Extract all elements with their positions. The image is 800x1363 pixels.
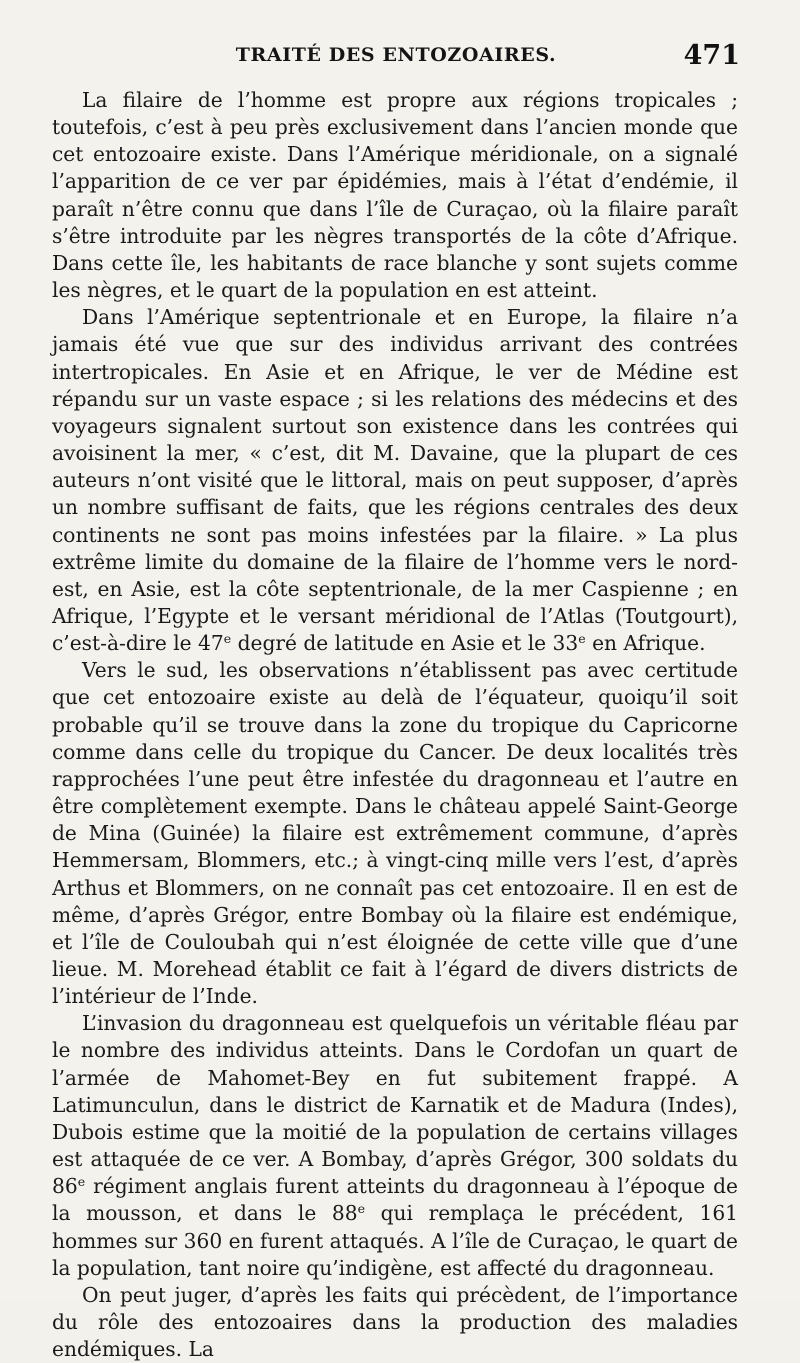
page-number: 471 — [683, 40, 740, 71]
paragraph-1 — [52, 87, 738, 304]
superscript: e — [77, 1174, 86, 1190]
page-header — [52, 38, 740, 78]
superscript: e — [357, 1201, 365, 1217]
paragraph-5-text: On peut juger, d’après les faits qui précèdent, de l’importance du rôle des entozoaires dans la production des maladies endémiques. La — [52, 1282, 738, 1362]
running-title: TRAITÉ DES ENTOZOAIRES. — [235, 44, 557, 66]
paragraph-3-text: Vers le sud, les observations n’établissent pas avec certitude que cet entozoaire existe au delà de l’équateur, quoiqu’il soit probable qu’il se trouve dans la zone du tropique du Capricorne comme dans celle du tropique du Cancer. De deux localités très rapprochées l’une peut être infestée du dragonneau et l’autre en être complètement exempte. Dans le château appelé Saint-George de Mina (Guinée) la filaire est extrêmement commune, d’après Hemmersam, Blommers, etc.; à vingt-cinq mille vers l’est, d’après Arthus et Blommers, on ne connaît pas cet entozoaire. Il en est de même, d’après Grégor, entre Bombay où la filaire est endémique, et l’île de Couloubah qui n’est éloignée de cette ville que d’une lieue. M. Morehead établit ce fait à l’égard de divers districts de l’intérieur de l’Inde. — [52, 658, 738, 1009]
paragraph-5 — [52, 1282, 738, 1363]
body-text — [52, 87, 738, 1363]
paragraph-1-text: La filaire de l’homme est propre aux régions tropicales ; toutefois, c’est à peu près exclusivement dans l’ancien monde que cet entozoaire existe. Dans l’Amérique méridionale, on a signalé l’apparition de ce ver par épidémies, mais à l’état d’endémie, il paraît n’être connu que dans l’île de Curaçao, où la filaire paraît s’être introduite par les nègres transportés de la côte d’Afrique. Dans cette île, les habitants de race blanche y sont sujets comme les nègres, et le quart de la population en est atteint. — [52, 88, 738, 303]
paragraph-4 — [52, 1010, 738, 1282]
paragraph-2-text: Dans l’Amérique septentrionale et en Europe, la filaire n’a jamais été vue que sur des individus arrivant des contrées intertropicales. En Asie et en Afrique, le ver de Médine est répandu sur un vaste espace ; si les relations des médecins et des voyageurs signalent surtout son existence dans les contrées qui avoisinent la mer, « c’est, dit M. Davaine, que la plupart de ces auteurs n’ont visité que le littoral, mais on peut supposer, d’après un nombre suffisant de faits, que les régions centrales des deux continents ne sont pas moins infestées par la filaire. » La plus extrême limite du domaine de la filaire de l’homme vers le nord-est, en Asie, est la côte septentrionale, de la mer Caspienne ; en Afrique, l’Egypte et le versant méridional de l’Atlas (Toutgourt), c’est-à-dire le 47 — [52, 305, 738, 656]
paragraph-2 — [52, 304, 738, 657]
paragraph-3 — [52, 657, 738, 1010]
paragraph-2-end: en Afrique. — [585, 631, 706, 656]
superscript: e — [223, 631, 232, 647]
paragraph-4-mid: régiment anglais furent atteints du dragonneau à l’époque de la mousson, et dans le 88 — [52, 1174, 738, 1226]
paragraph-4-end: qui remplaça le précédent, 161 hommes sur 360 en furent attaqués. A l’île de Curaçao, le quart de la population, tant noire qu’indigène, est affecté du dragonneau. — [52, 1201, 739, 1280]
paragraph-4-text: L’invasion du dragonneau est quelquefois un véritable fléau par le nombre des individus atteints. Dans le Cordofan un quart de l’armée de Mahomet-Bey en fut subitement frappé. A Latimunculun, dans le district de Karnatik et de Madura (Indes), Dubois estime que la moitié de la population de certains villages est attaquée de ce ver. A Bombay, d’après Grégor, 300 soldats du 86 — [52, 1011, 738, 1199]
paragraph-2-tail: degré de latitude en Asie et le 33 — [231, 631, 579, 656]
superscript: e — [578, 631, 586, 647]
